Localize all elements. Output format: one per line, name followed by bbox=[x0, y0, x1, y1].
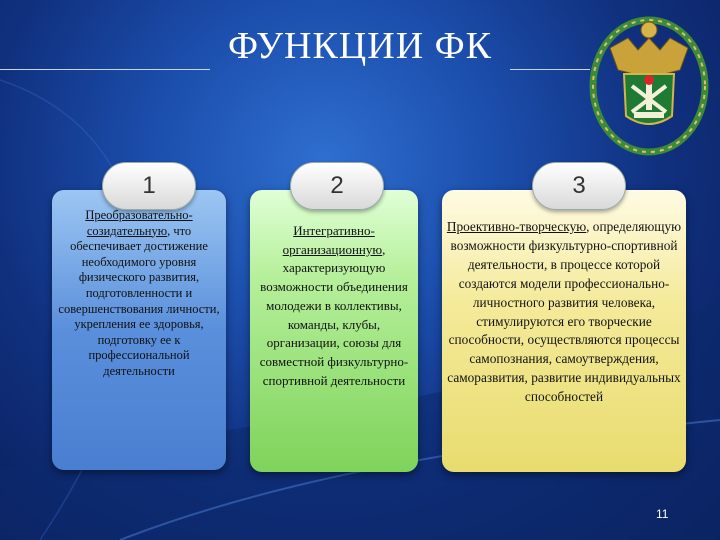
function-lead-3: Проективно-творческую bbox=[446, 219, 587, 234]
function-lead-2: Интегративно-организационную bbox=[282, 223, 383, 257]
title-divider-left bbox=[0, 69, 210, 70]
function-text-1 bbox=[56, 208, 222, 380]
function-desc-3: , определяющую возможности физкультурно-спортивной деятельности, в процессе которой создаются модели профессионально-личностного развития человека, стимулируются его творческие способности, осуществляются процессы самопознания, самоутверждения, саморазвития, развитие индивидуальных способностей bbox=[447, 219, 682, 405]
page-number: 11 bbox=[656, 507, 669, 521]
step-badge-3: 3 bbox=[532, 162, 626, 210]
step-badge-2: 2 bbox=[290, 162, 384, 210]
function-text-3 bbox=[446, 218, 682, 407]
coat-of-arms-icon bbox=[588, 8, 710, 158]
function-text-2 bbox=[254, 222, 414, 390]
function-desc-1: , что обеспечивает достижение необходимого уровня физического развития, подготовленности и совершенствования личности, укрепления ее здоровья, подготовку ее к профессиональной деятельности bbox=[58, 223, 220, 378]
function-lead-1: Преобразовательно-созидательную bbox=[85, 208, 193, 238]
title-divider-right bbox=[510, 69, 590, 70]
step-badge-1: 1 bbox=[102, 162, 196, 210]
slide-title: ФУНКЦИИ ФК bbox=[227, 25, 492, 67]
function-desc-2: , характеризующую возможности объединения молодежи в коллективы, команды, клубы, организации, союзы для совместной физкультурно-спортивной деятельности bbox=[259, 241, 409, 388]
